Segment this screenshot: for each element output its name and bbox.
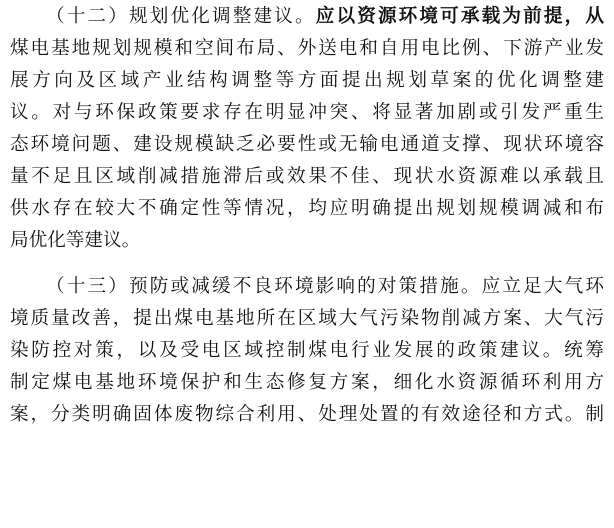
para12-lead: 应以资源环境可承载为前提，从 [315,6,604,27]
para12-line-3: 展方向及区域产业结构调整等方面提出规划草案的优化调整建 [10,70,604,91]
para12-heading: （十二）规划优化调整建议。 [46,6,316,27]
para13-line-4: 制定煤电基地环境保护和生态修复方案，细化水资源循环利用方 [10,372,604,393]
para13-line-5: 案，分类明确固体废物综合利用、处理处置的有效途径和方式。制 [10,404,604,425]
para12-line-2: 煤电基地规划规模和空间布局、外送电和自用电比例、下游产业发 [10,38,604,59]
para12-line-6: 量不足且区域削减措施滞后或效果不佳、现状水资源难以承载且 [10,166,604,187]
para12-line-8: 局优化等建议。 [10,230,141,251]
para12-line-1 [46,0,604,33]
para12-line-5: 态环境问题、建设规模缺乏必要性或无输电通道支撑、现状环境容 [10,134,604,155]
para12-line-4: 议。对与环保政策要求存在明显冲突、将显著加剧或引发严重生 [10,102,604,123]
para13-heading: （十三）预防或减缓不良环境影响的对策措施。 [46,276,482,297]
para13-line-2: 境质量改善，提出煤电基地所在区域大气污染物削减方案、大气污 [10,308,604,329]
para13-line-1 [46,270,604,303]
para13-line-3: 染防控对策，以及受电区域控制煤电行业发展的政策建议。统筹 [10,340,604,361]
para13-lead: 应立足大气环 [481,276,604,297]
para12-line-7: 供水存在较大不确定性等情况，均应明确提出规划规模调减和布 [10,198,604,219]
